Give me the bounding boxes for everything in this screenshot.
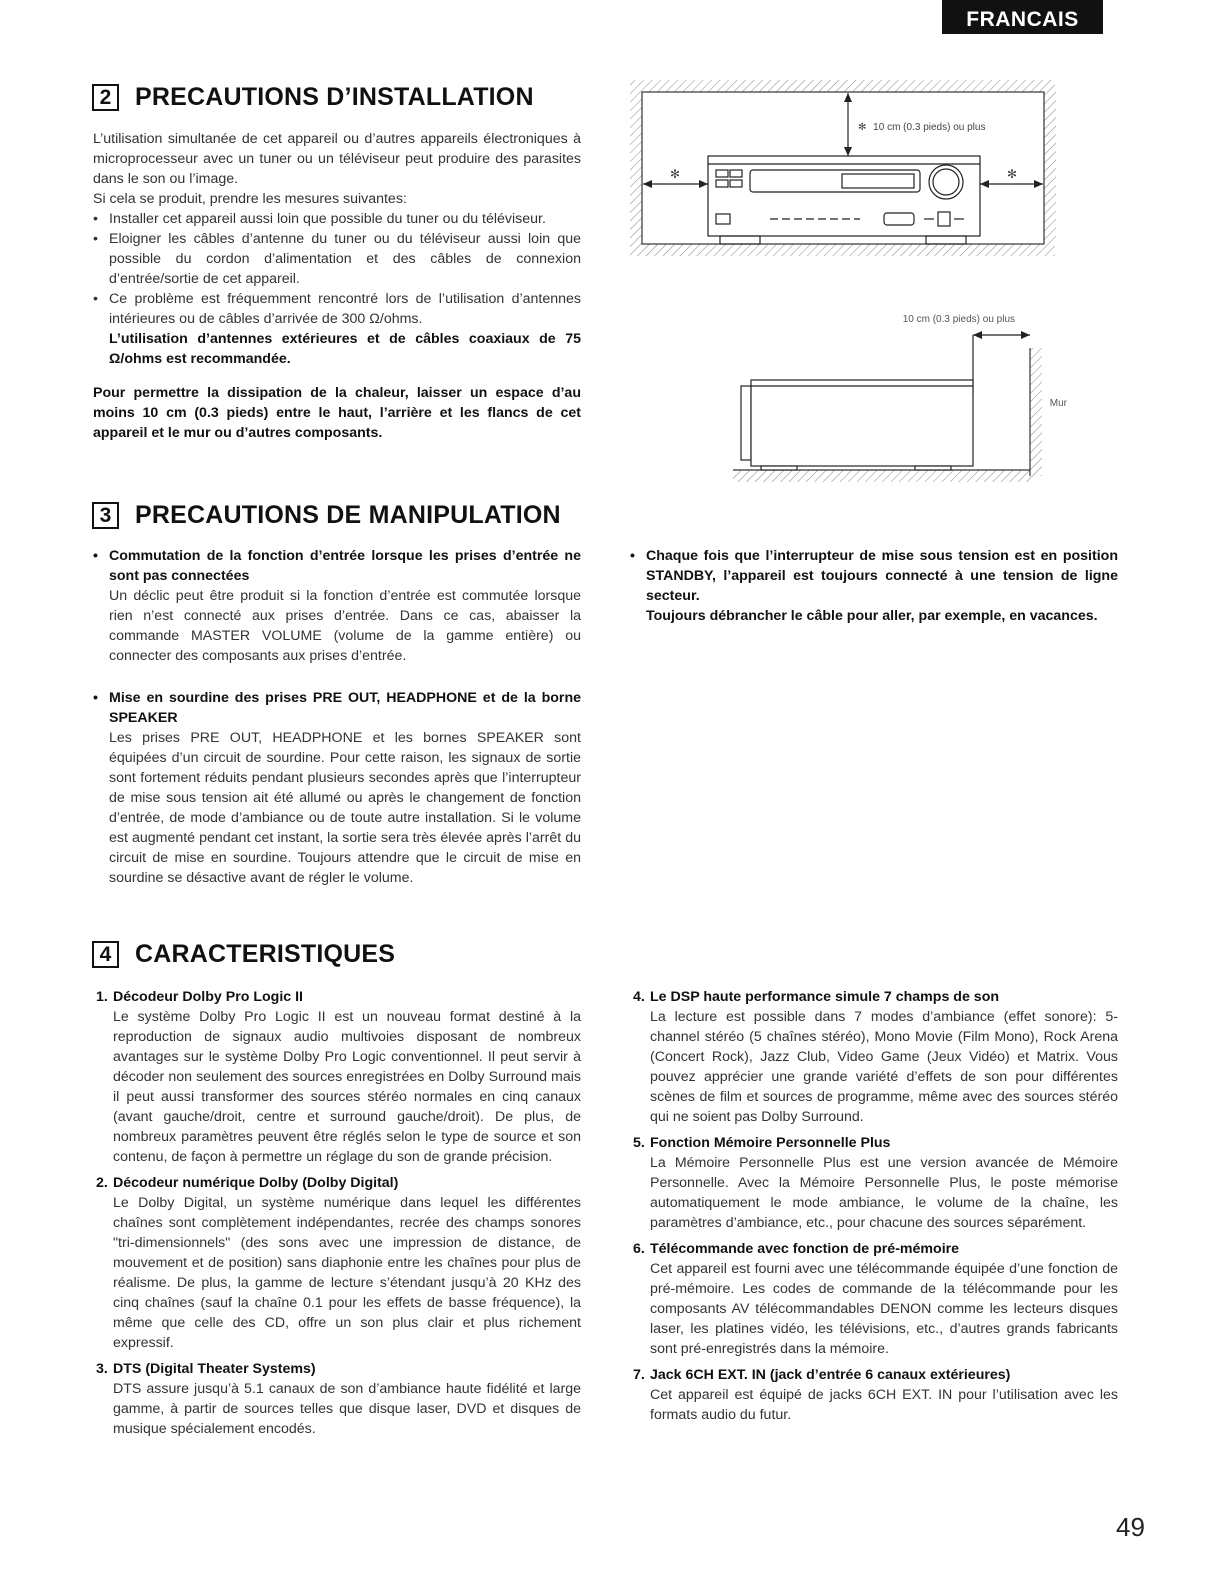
receiver-side-profile: [741, 380, 973, 470]
unplug-advice: Toujours débrancher le câble pour aller, par exemple, en vacances.: [646, 608, 1098, 624]
feature-title: DTS (Digital Theater Systems): [113, 1361, 316, 1377]
feature-item: 7. Jack 6CH EXT. IN (jack d’entrée 6 canaux extérieures) Cet appareil est équipé de jacks 6CH EXT. IN pour l’utilisation avec les formats audio du futur.: [633, 1367, 1118, 1423]
section-4-heading: [92, 940, 395, 969]
item-title: Commutation de la fonction d’entrée lorsque les prises d’entrée ne sont pas connectées: [109, 548, 581, 584]
page-number: 49: [1116, 1512, 1145, 1542]
feature-text: Le système Dolby Pro Logic II est un nouveau format destiné à la reproduction de signaux audio multivoies disposant de nombreux avantages sur le système Dolby Pro Logic conventionnel. Il peut servir à décoder non seulement des sources enregistrées en Dolby Surround mais il peut aussi transformer des sources stéréo normales en cinq canaux (avant gauche/droit, centre et surround gauche/droit). De plus, de nombreux paramètres peuvent être réglés selon le type de source et son contenu, de façon à permettre un réglage du son de grande précision.: [113, 1009, 581, 1165]
feature-item: 5. Fonction Mémoire Personnelle Plus La Mémoire Personnelle Plus est une version avancée de Mémoire Personnelle. Avec la Mémoire Personnelle Plus, le poste mémorise automatiquement le mode ambiance, le volume de la chaîne, les paramètres d’ambiance, etc., pour chacune des sources séparément.: [633, 1135, 1118, 1231]
svg-text:✻ 10 cm (0.3 pieds) ou plu: [858, 122, 985, 133]
feature-title: Décodeur numérique Dolby (Dolby Digital): [113, 1175, 399, 1191]
installation-side-view-diagram: [725, 308, 1070, 496]
feature-item: 1. Décodeur Dolby Pro Logic II Le système Dolby Pro Logic II est un nouveau format destiné à la reproduction de signaux audio multivoies disposant de nombreux avantages sur le système Dolby Pro Logic conventionnel. Il peut servir à décoder non seulement des sources enregistrées en Dolby Surround mais il peut aussi transformer des sources stéréo normales en cinq canaux (avant gauche/droit, centre et surround gauche/droit). De plus, de nombreux paramètres peuvent être réglés selon le type de source et son contenu, de façon à permettre un réglage du son de grande précision.: [96, 989, 581, 1165]
section-3-left-column: [93, 546, 581, 888]
section-2-body: [93, 129, 581, 443]
item-text: Un déclic peut être produit si la fonction d’entrée est commutée lorsque rien n’est connecté aux prises d’entrée. Dans ce cas, abaisser la commande MASTER VOLUME (volume de la gamme entière) ou connecter des composants aux prises d’entrée.: [109, 588, 581, 664]
section-title: PRECAUTIONS DE MANIPULATION: [135, 501, 561, 529]
feature-item: 6. Télécommande avec fonction de pré-mémoire Cet appareil est fourni avec une télécommande équipée d’une fonction de pré-mémoire. Les codes de commande de la télécommande pour les composants AV télécommandables DENON comme les lecteurs disques laser, les platines vidéo, les télévisions, etc., d’autres grands fabricants sont pré-enregistrés dans la mémoire.: [633, 1241, 1118, 1357]
bullet-item: • Ce problème est fréquemment rencontré lors de l’utilisation d’antennes intérieures ou de câbles d’arrivée de 300 Ω/ohms. L’utilisation d’antennes extérieures et de câbles coaxiaux de 75 Ω/ohms est recommandée.: [93, 291, 581, 367]
wall-label: Mur: [1049, 398, 1067, 409]
asterisk-marker: ✻: [669, 167, 681, 181]
feature-title: Fonction Mémoire Personnelle Plus: [650, 1135, 891, 1151]
feature-item: 2. Décodeur numérique Dolby (Dolby Digital) Le Dolby Digital, un système numérique dans lequel les différentes chaînes sont complètement indépendantes, recrée des champs sonores "tri-dimensionnels" (des sons avec une impression de distance, de mouvement et de position) sans diaphonie entre les chaînes pour plus de réalisme. De plus, la gamme de lecture s’étendant jusqu’à 20 KHz des cinq chaînes (sauf la chaîne 0.1 pour les effets de basse fréquence), la même que celle des CD, offre un son plus clair et plus richement expressif.: [96, 1175, 581, 1351]
feature-title: Le DSP haute performance simule 7 champs de son: [650, 989, 1000, 1005]
asterisk-marker: ✻: [1006, 167, 1018, 181]
receiver-front-panel: [708, 156, 980, 244]
feature-title: Décodeur Dolby Pro Logic II: [113, 989, 303, 1005]
features-left-column: [97, 987, 581, 1439]
measures-intro: Si cela se produit, prendre les mesures suivantes:: [93, 191, 407, 207]
section-title: PRECAUTIONS D’INSTALLATION: [135, 83, 534, 111]
features-right-column: [634, 987, 1118, 1425]
item-title: Mise en sourdine des prises PRE OUT, HEADPHONE et de la borne SPEAKER: [109, 690, 581, 726]
feature-text: Cet appareil est fourni avec une télécommande équipée d’une fonction de pré-mémoire. Les codes de commande de la télécommande pour les composants AV télécommandables DENON comme les lecteurs disques laser, les platines vidéo, les télévisions, etc., d’autres grands fabricants sont pré-enregistrés dans la mémoire.: [650, 1261, 1118, 1357]
bullet-item: • Eloigner les câbles d’antenne du tuner ou du téléviseur aussi loin que possible du cordon d’alimentation et des câbles de connexion d’entrée/sortie de cet appareil.: [93, 231, 581, 287]
section-number: 3: [92, 502, 119, 529]
section-3-right-column: [630, 546, 1118, 626]
intro-paragraph: L’utilisation simultanée de cet appareil ou d’autres appareils électroniques à microprocesseur avec un tuner ou un téléviseur peut produire des parasites dans le son ou l’image.: [93, 131, 581, 187]
handling-item: • Commutation de la fonction d’entrée lorsque les prises d’entrée ne sont pas connectées Un déclic peut être produit si la fonction d’entrée est commutée lorsque rien n’est connecté aux prises d’entrée. Dans ce cas, abaisser la commande MASTER VOLUME (volume de la gamme entière) ou connecter des composants aux prises d’entrée.: [93, 548, 581, 664]
clearance-label: 10 cm (0.3 pieds) ou plus: [873, 122, 986, 133]
heat-dissipation-note: Pour permettre la dissipation de la chaleur, laisser un espace d’au moins 10 cm (0.3 pieds) entre le haut, l’arrière et les flancs de cet appareil et le mur ou d’autres composants.: [93, 385, 581, 441]
feature-text: La Mémoire Personnelle Plus est une version avancée de Mémoire Personnelle. Avec la Mémoire Personnelle Plus, le poste mémorise automatiquement le mode ambiance, le volume de la chaîne, les paramètres d’ambiance, etc., pour chacune des sources séparément.: [650, 1155, 1118, 1231]
feature-text: La lecture est possible dans 7 modes d’ambiance (effet sonore): 5-channel stéréo (5 chaînes stéréo), Mono Movie (Film Mono), Rock Arena (Concert Rock), Jazz Club, Video Game (Jeux Vidéo) et Matrix. Vous pouvez apprécier une grande variété d’effets de son pour différentes scènes de film et sources de programme, même avec des sources stéréo qui ne soient pas Dolby Surround.: [650, 1009, 1118, 1125]
handling-item: • Mise en sourdine des prises PRE OUT, HEADPHONE et de la borne SPEAKER Les prises PRE OUT, HEADPHONE et les bornes SPEAKER sont équipées d’un circuit de sourdine. Pour cette raison, les signaux de sortie sont fortement réduits pendant plusieurs secondes après que l’interrupteur de mise sous tension ait été allumé ou après le changement de fonction d’entrée, de mode d’ambiance ou de toute autre installation. Si le volume est augmenté pendant cet instant, la sortie sera très élevée après l’arrêt du circuit de mise en sourdine. Toujours attendre que le circuit de mise en sourdine se désactive avant de régler le volume.: [93, 690, 581, 886]
handling-item: • Chaque fois que l’interrupteur de mise sous tension est en position STANDBY, l’appareil est toujours connecté à une tension de ligne secteur. Toujours débrancher le câble pour aller, par exemple, en vacances.: [630, 548, 1118, 624]
feature-title: Télécommande avec fonction de pré-mémoire: [650, 1241, 960, 1257]
section-3-heading: [92, 501, 561, 530]
feature-item: 4. Le DSP haute performance simule 7 champs de son La lecture est possible dans 7 modes d’ambiance (effet sonore): 5-channel stéréo (5 chaînes stéréo), Mono Movie (Film Mono), Rock Arena (Concert Rock), Jazz Club, Video Game (Jeux Vidéo) et Matrix. Vous pouvez apprécier une grande variété d’effets de son pour différentes scènes de film et sources de programme, même avec des sources stéréo qui ne soient pas Dolby Surround.: [633, 989, 1118, 1125]
language-tab: FRANCAIS: [942, 0, 1103, 34]
section-title: CARACTERISTIQUES: [135, 940, 396, 968]
feature-item: 3. DTS (Digital Theater Systems) DTS assure jusqu’à 5.1 canaux de son d’ambiance haute fidélité et large gamme, à partir de sources telles que disque laser, DVD et disques de musique spécialement encodés.: [96, 1361, 581, 1437]
section-number: 2: [92, 84, 119, 111]
feature-text: Cet appareil est équipé de jacks 6CH EXT. IN pour l’utilisation avec les formats audio du futur.: [650, 1387, 1118, 1423]
bullet-item: • Installer cet appareil aussi loin que possible du tuner ou du téléviseur.: [93, 211, 546, 227]
asterisk-marker: ✻: [858, 122, 867, 133]
feature-text: DTS assure jusqu’à 5.1 canaux de son d’ambiance haute fidélité et large gamme, à partir de sources telles que disque laser, DVD et disques de musique spécialement encodés.: [113, 1381, 581, 1437]
section-number: 4: [92, 941, 119, 968]
antenna-recommendation: L’utilisation d’antennes extérieures et de câbles coaxiaux de 75 Ω/ohms est recommandée.: [109, 331, 581, 367]
installation-top-view-diagram: [620, 78, 1060, 260]
rear-clearance-label: 10 cm (0.3 pieds) ou plus: [902, 314, 1015, 325]
standby-warning: Chaque fois que l’interrupteur de mise sous tension est en position STANDBY, l’appareil est toujours connecté à une tension de ligne secteur.: [646, 548, 1118, 604]
feature-text: Le Dolby Digital, un système numérique dans lequel les différentes chaînes sont complètement indépendantes, recrée des champs sonores "tri-dimensionnels" (des sons avec une impression de distance, de mouvement et de position) sans diaphonie entre les chaînes pour plus de réalisme. De plus, la gamme de lecture s’étendant jusqu’à 20 KHz des cinq chaînes (sauf la chaîne 0.1 pour les effets de basse fréquence), la même que celle des CD, offre un son plus clair et plus richement expressif.: [113, 1195, 581, 1351]
item-text: Les prises PRE OUT, HEADPHONE et les bornes SPEAKER sont équipées d’un circuit de sourdine. Pour cette raison, les signaux de sortie sont fortement réduits pendant plusieurs secondes après que l’interrupteur de mise sous tension ait été allumé ou après le changement de fonction d’entrée, de mode d’ambiance ou de toute autre installation. Si le volume est augmenté pendant cet instant, la sortie sera très élevée après l’arrêt du circuit de mise en sourdine. Toujours attendre que le circuit de mise en sourdine se désactive avant de régler le volume.: [109, 730, 581, 886]
section-2-heading: [92, 83, 534, 112]
feature-title: Jack 6CH EXT. IN (jack d’entrée 6 canaux extérieures): [650, 1367, 1011, 1383]
